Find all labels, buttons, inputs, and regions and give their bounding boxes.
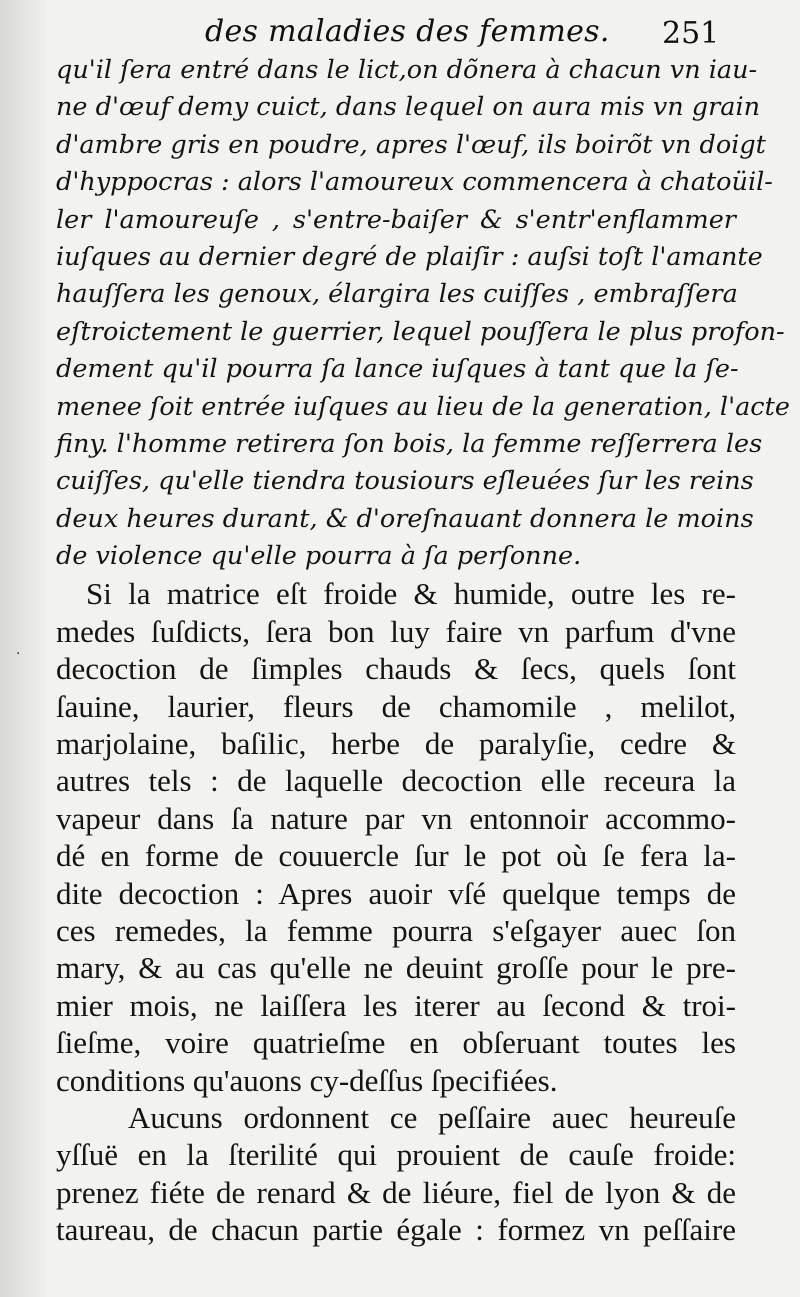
page-gutter-shadow xyxy=(0,0,46,1297)
text-line: hauſſera les genoux, élargira les cuiſſes , embraſſera xyxy=(56,279,738,310)
text-line: dé en forme de couuercle ſur le pot où ſe fera la- xyxy=(56,838,736,874)
text-line: eſtroictement le guerrier, lequel pouſſera le plus profon- xyxy=(56,316,785,347)
text-line: d'hyppocras : alors l'amoureux commencera à chatoüil- xyxy=(56,167,773,198)
text-line: ſauine, laurier, fleurs de chamomile , melilot, xyxy=(56,688,736,724)
text-line: vapeur dans ſa nature par vn entonnoir accommo- xyxy=(56,800,736,836)
text-line: deux heures durant, & d'oreſnauant donnera le moins xyxy=(56,503,754,534)
italic-paragraph xyxy=(56,52,790,575)
text-line: Si la matrice eſt froide & humide, outre les re- xyxy=(86,576,736,612)
text-line: ler l'amoureuſe , s'entre-baiſer & s'entr'enflammer xyxy=(56,204,736,235)
text-line: conditions qu'auons cy-deſſus ſpecifiées. xyxy=(56,1062,558,1098)
margin-mark: · xyxy=(16,646,21,662)
text-line: iuſques au dernier degré de plaiſir : auſsi toſt l'amante xyxy=(56,241,763,272)
text-line: dement qu'il pourra ſa lance iuſques à tant que la ſe- xyxy=(56,354,739,385)
text-line: de violence qu'elle pourra à ſa perſonne. xyxy=(56,541,582,572)
text-line: marjolaine, baſilic, herbe de paralyſie, cedre & xyxy=(56,726,736,762)
text-line: ne d'œuf demy cuict, dans lequel on aura mis vn grain xyxy=(56,92,761,123)
body-text xyxy=(56,52,790,1249)
text-line: prenez fiéte de renard & de liéure, fiel de lyon & de xyxy=(56,1174,736,1210)
roman-paragraph-1 xyxy=(56,575,736,1098)
text-line: menee ſoit entrée iuſques au lieu de la generation, l'acte xyxy=(56,391,790,422)
text-line: autres tels : de laquelle decoction elle receura la xyxy=(56,763,736,799)
roman-paragraph-2 xyxy=(56,1099,736,1249)
running-head: des maladies des femmes. xyxy=(205,14,610,49)
text-line: d'ambre gris en poudre, apres l'œuf, ils boirõt vn doigt xyxy=(56,129,766,160)
text-line: dite decoction : Apres auoir vſé quelque temps de xyxy=(56,875,736,911)
text-line: taureau, de chacun partie égale : formez vn peſſaire xyxy=(56,1212,736,1248)
text-line: cuiſſes, qu'elle tiendra tousiours eſleuées ſur les reins xyxy=(56,466,754,497)
text-line: mary, & au cas qu'elle ne deuint groſſe pour le pre- xyxy=(56,950,736,986)
text-line: ſieſme, voire quatrieſme en obſeruant toutes les xyxy=(56,1025,736,1061)
text-line: yſſuë en la ſterilité qui prouient de cauſe froide: xyxy=(56,1137,736,1173)
text-line: Aucuns ordonnent ce peſſaire auec heureuſe xyxy=(128,1099,736,1135)
text-line: finy. l'homme retirera ſon bois, la femme reſſerrera les xyxy=(56,428,763,459)
text-line: mier mois, ne laiſſera les iterer au ſecond & troi- xyxy=(56,987,736,1023)
page-number: 251 xyxy=(662,16,720,51)
text-line: ces remedes, la femme pourra s'eſgayer auec ſon xyxy=(56,912,736,948)
text-line: medes ſuſdicts, ſera bon luy faire vn parfum d'vne xyxy=(56,613,736,649)
text-line: decoction de ſimples chauds & ſecs, quels ſont xyxy=(56,651,736,687)
text-line: qu'il ſera entré dans le lict,on dõnera à chacun vn iau- xyxy=(56,55,758,85)
